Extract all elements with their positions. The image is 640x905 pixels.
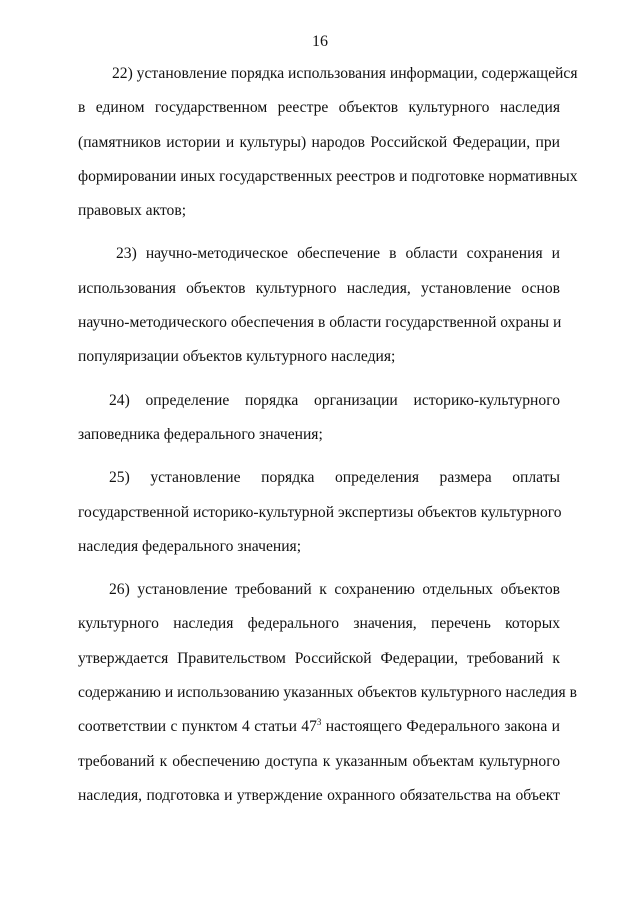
text-line: (памятников истории и культуры) народов Российской Федерации, при [78, 133, 560, 151]
text-line: 26) установление требований к сохранению отдельных объектов [109, 581, 560, 599]
text-fragment: настоящего Федерального закона и [321, 718, 561, 736]
text-line: 23) научно-методическое обеспечение в области сохранения и [116, 245, 560, 263]
list-item-25 [78, 461, 560, 564]
text-line: 22) установление порядка использования информации, содержащейся [112, 65, 578, 82]
text-line: наследия федерального значения; [78, 537, 302, 555]
text-line: культурного наследия федерального значения, перечень которых [78, 615, 560, 633]
text-line: формировании иных государственных реестров и подготовке нормативных [78, 167, 578, 185]
text-line: 24) определение порядка организации историко-культурного [109, 391, 560, 409]
text-line: 25) установление порядка определения размера оплаты [109, 469, 560, 487]
text-line: утверждается Правительством Российской Федерации, требований к [78, 649, 560, 667]
text-line: содержанию и использованию указанных объектов культурного наследия в [78, 684, 577, 702]
text-line: правовых актов; [78, 202, 187, 220]
list-item-24 [78, 384, 560, 453]
list-item-22 [78, 57, 578, 228]
text-line: в едином государственном реестре объектов культурного наследия [78, 99, 560, 117]
list-item-23 [78, 237, 560, 374]
document-body [78, 57, 578, 813]
text-fragment: соответствии с пунктом 4 статьи 47 [78, 718, 317, 736]
text-line: требований к обеспечению доступа к указанным объектам культурного [78, 752, 560, 770]
text-line: научно-методического обеспечения в области государственной охраны и [78, 314, 562, 332]
text-line-with-superscript [78, 710, 560, 744]
text-line: заповедника федерального значения; [78, 425, 323, 443]
superscript: 3 [316, 717, 322, 728]
text-line: популяризации объектов культурного наследия; [78, 348, 396, 366]
text-line: наследия, подготовка и утверждение охранного обязательства на объект [78, 786, 560, 804]
text-line: государственной историко-культурной экспертизы объектов культурного [78, 503, 562, 521]
page-number: 16 [312, 33, 328, 50]
list-item-26 [78, 573, 577, 813]
text-line: использования объектов культурного наследия, установление основ [78, 279, 560, 297]
